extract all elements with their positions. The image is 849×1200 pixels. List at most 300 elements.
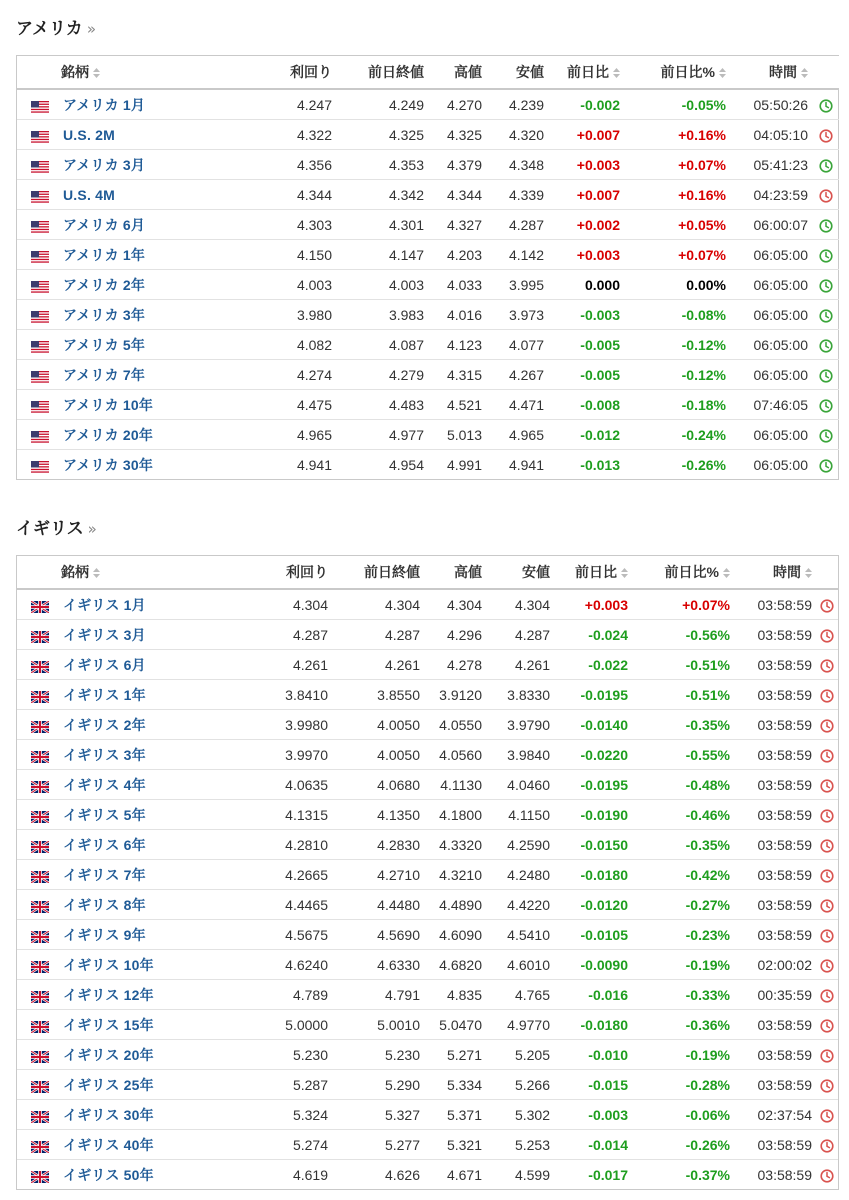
instrument-cell xyxy=(17,740,254,770)
instrument-link[interactable]: イギリス 30年 xyxy=(63,1106,154,1123)
change-cell: -0.002 xyxy=(580,96,620,113)
status-cell xyxy=(816,1160,838,1190)
instrument-cell xyxy=(17,1130,254,1160)
instrument-link[interactable]: アメリカ 3年 xyxy=(63,306,146,323)
section-title-text: アメリカ xyxy=(16,19,83,39)
instrument-cell xyxy=(17,1070,254,1100)
column-label: 前日比 xyxy=(575,564,617,580)
table-row[interactable] xyxy=(17,300,839,330)
table-row[interactable] xyxy=(17,390,839,420)
prev-close-cell: 4.249 xyxy=(388,96,424,113)
yield-cell: 5.274 xyxy=(254,1130,332,1160)
table-row[interactable] xyxy=(17,150,839,180)
change-pct-cell: -0.18% xyxy=(624,390,730,420)
table-row[interactable] xyxy=(17,450,839,480)
market-closed-clock-icon xyxy=(820,899,834,913)
instrument-link[interactable]: イギリス 50年 xyxy=(63,1166,154,1183)
instrument-cell xyxy=(17,710,254,740)
change-pct-cell: -0.35% xyxy=(632,710,734,740)
status-cell xyxy=(816,980,838,1010)
column-label: 安値 xyxy=(522,564,550,580)
instrument-link[interactable]: イギリス 9年 xyxy=(63,926,146,943)
low-cell: 4.9770 xyxy=(486,1010,554,1040)
instrument-cell xyxy=(17,390,254,420)
table-row[interactable] xyxy=(17,920,838,950)
change-cell: -0.0150 xyxy=(554,830,632,860)
prev-close-cell: 4.261 xyxy=(332,650,424,680)
table-row[interactable] xyxy=(17,589,838,620)
table-row[interactable] xyxy=(17,360,839,390)
market-closed-clock-icon xyxy=(820,1019,834,1033)
high-cell: 4.278 xyxy=(424,650,486,680)
low-cell: 5.302 xyxy=(486,1100,554,1130)
uk-flag-icon xyxy=(31,900,49,912)
change-cell: -0.022 xyxy=(554,650,632,680)
us-flag-icon xyxy=(31,190,49,202)
col-prev-close-header[interactable] xyxy=(336,56,428,89)
column-label: 時間 xyxy=(769,64,797,80)
uk-flag-icon xyxy=(31,690,49,702)
change-cell: -0.0220 xyxy=(554,740,632,770)
market-open-clock-icon xyxy=(819,249,833,263)
instrument-link[interactable]: イギリス 6月 xyxy=(63,656,146,673)
sort-icon[interactable] xyxy=(801,68,808,78)
change-cell: -0.003 xyxy=(554,1100,632,1130)
change-cell: -0.0120 xyxy=(554,890,632,920)
status-cell xyxy=(816,1040,838,1070)
high-cell: 4.325 xyxy=(428,120,486,150)
yield-cell: 4.261 xyxy=(254,650,332,680)
instrument-link[interactable]: イギリス 1年 xyxy=(63,686,146,703)
status-cell xyxy=(812,89,839,120)
high-cell: 4.4890 xyxy=(424,890,486,920)
us-flag-icon xyxy=(31,280,49,292)
time-cell: 06:05:00 xyxy=(730,270,812,300)
us-flag-icon xyxy=(31,310,49,322)
table-row[interactable] xyxy=(17,1100,838,1130)
col-high-header[interactable] xyxy=(424,556,486,589)
table-row[interactable] xyxy=(17,270,839,300)
change-pct-cell: -0.51% xyxy=(632,650,734,680)
table-row[interactable] xyxy=(17,180,839,210)
yield-cell: 4.0635 xyxy=(254,770,332,800)
instrument-link[interactable]: アメリカ 1年 xyxy=(63,246,146,263)
instrument-link[interactable]: U.S. 2M xyxy=(63,126,115,143)
prev-close-cell: 4.279 xyxy=(336,360,428,390)
table-row[interactable] xyxy=(17,420,839,450)
yield-cell: 4.304 xyxy=(292,596,328,613)
us-flag-icon xyxy=(31,160,49,172)
high-cell: 4.123 xyxy=(428,330,486,360)
low-cell: 4.599 xyxy=(486,1160,554,1190)
status-cell xyxy=(816,770,838,800)
sort-icon[interactable] xyxy=(723,568,730,578)
table-row[interactable] xyxy=(17,980,838,1010)
section-title-usa[interactable] xyxy=(16,14,96,39)
change-cell: -0.003 xyxy=(548,300,624,330)
instrument-cell xyxy=(17,330,254,360)
status-cell xyxy=(816,1070,838,1100)
low-cell: 4.965 xyxy=(486,420,548,450)
yield-cell: 3.980 xyxy=(254,300,336,330)
market-closed-clock-icon xyxy=(820,1109,834,1123)
change-cell: -0.0140 xyxy=(554,710,632,740)
instrument-link[interactable]: アメリカ 30年 xyxy=(63,456,154,473)
prev-close-cell: 4.301 xyxy=(336,210,428,240)
change-cell: +0.007 xyxy=(548,180,624,210)
high-cell: 5.013 xyxy=(428,420,486,450)
high-cell: 4.1800 xyxy=(424,800,486,830)
change-cell: -0.0195 xyxy=(554,680,632,710)
section-title-uk[interactable] xyxy=(16,514,97,539)
table-row[interactable] xyxy=(17,740,838,770)
market-closed-clock-icon xyxy=(820,959,834,973)
change-pct-cell: +0.07% xyxy=(682,596,730,613)
time-cell: 06:05:00 xyxy=(730,300,812,330)
market-closed-clock-icon xyxy=(820,779,834,793)
time-cell: 06:05:00 xyxy=(730,450,812,480)
instrument-link[interactable]: イギリス 20年 xyxy=(63,1046,154,1063)
instrument-cell xyxy=(17,210,254,240)
high-cell: 4.671 xyxy=(424,1160,486,1190)
uk-flag-icon xyxy=(31,960,49,972)
change-pct-cell: -0.19% xyxy=(632,1040,734,1070)
change-pct-cell: -0.56% xyxy=(632,620,734,650)
sort-icon[interactable] xyxy=(93,68,100,78)
instrument-link[interactable]: イギリス 1月 xyxy=(63,596,146,613)
instrument-link[interactable]: アメリカ 3月 xyxy=(63,156,146,173)
change-cell: +0.003 xyxy=(548,150,624,180)
col-change-pct-header[interactable] xyxy=(632,556,734,589)
table-row[interactable] xyxy=(17,710,838,740)
change-cell: -0.0195 xyxy=(554,770,632,800)
market-open-clock-icon xyxy=(819,339,833,353)
col-name-header[interactable] xyxy=(17,556,254,589)
prev-close-cell: 3.8550 xyxy=(332,680,424,710)
time-cell: 03:58:59 xyxy=(734,680,816,710)
status-cell xyxy=(812,270,839,300)
instrument-link[interactable]: アメリカ 7年 xyxy=(63,366,146,383)
low-cell: 4.0460 xyxy=(486,770,554,800)
instrument-link[interactable]: アメリカ 6月 xyxy=(63,216,146,233)
change-pct-cell: -0.42% xyxy=(632,860,734,890)
col-high-header[interactable] xyxy=(428,56,486,89)
change-pct-cell: +0.16% xyxy=(624,180,730,210)
table-header xyxy=(17,56,839,89)
instrument-cell xyxy=(17,770,254,800)
instrument-link[interactable]: イギリス 10年 xyxy=(63,956,154,973)
prev-close-cell: 4.954 xyxy=(336,450,428,480)
change-cell: -0.015 xyxy=(554,1070,632,1100)
change-pct-cell: -0.26% xyxy=(632,1130,734,1160)
column-label: 時間 xyxy=(773,564,801,580)
time-cell: 03:58:59 xyxy=(734,1010,816,1040)
table-row[interactable] xyxy=(17,890,838,920)
sort-icon[interactable] xyxy=(719,68,726,78)
change-cell: -0.005 xyxy=(548,360,624,390)
us-flag-icon xyxy=(31,100,49,112)
market-open-clock-icon xyxy=(819,429,833,443)
table-row[interactable] xyxy=(17,680,838,710)
status-cell xyxy=(812,150,839,180)
status-cell xyxy=(816,830,838,860)
high-cell: 4.270 xyxy=(446,96,482,113)
table-row[interactable] xyxy=(17,120,839,150)
uk-flag-icon xyxy=(31,1140,49,1152)
column-label: 前日比 xyxy=(567,64,609,80)
more-link[interactable]: » xyxy=(86,20,96,38)
instrument-cell xyxy=(17,450,254,480)
prev-close-cell: 4.6330 xyxy=(332,950,424,980)
instrument-cell xyxy=(17,920,254,950)
column-label: 利回り xyxy=(286,564,328,580)
table-row[interactable] xyxy=(17,650,838,680)
table-row[interactable] xyxy=(17,330,839,360)
market-closed-clock-icon xyxy=(819,189,833,203)
instrument-link[interactable]: アメリカ 5年 xyxy=(63,336,146,353)
uk-flag-icon xyxy=(31,1170,49,1182)
instrument-cell xyxy=(17,120,254,150)
time-cell: 03:58:59 xyxy=(734,620,816,650)
status-cell xyxy=(812,210,839,240)
instrument-link[interactable]: アメリカ 2年 xyxy=(63,276,146,293)
instrument-cell xyxy=(17,150,254,180)
status-cell xyxy=(816,800,838,830)
time-cell: 03:58:59 xyxy=(734,770,816,800)
col-low-header[interactable] xyxy=(486,56,548,89)
instrument-link[interactable]: U.S. 4M xyxy=(63,186,115,203)
column-label: 前日比% xyxy=(664,564,719,580)
table-row[interactable] xyxy=(17,860,838,890)
change-pct-cell: -0.27% xyxy=(632,890,734,920)
status-cell xyxy=(816,890,838,920)
time-cell: 00:35:59 xyxy=(734,980,816,1010)
change-pct-cell: -0.37% xyxy=(632,1160,734,1190)
col-change-pct-header[interactable] xyxy=(624,56,730,89)
time-cell: 04:05:10 xyxy=(730,120,812,150)
low-cell: 4.077 xyxy=(486,330,548,360)
low-cell: 4.142 xyxy=(486,240,548,270)
low-cell: 4.1150 xyxy=(486,800,554,830)
column-label: 銘柄 xyxy=(61,64,89,80)
market-closed-clock-icon xyxy=(820,809,834,823)
change-pct-cell: -0.46% xyxy=(632,800,734,830)
change-pct-cell: +0.05% xyxy=(624,210,730,240)
col-name-header[interactable] xyxy=(17,56,254,89)
market-closed-clock-icon xyxy=(820,719,834,733)
uk-flag-icon xyxy=(31,720,49,732)
time-cell: 03:58:59 xyxy=(757,596,812,613)
high-cell: 4.327 xyxy=(428,210,486,240)
instrument-link[interactable]: イギリス 12年 xyxy=(63,986,154,1003)
instrument-link[interactable]: イギリス 15年 xyxy=(63,1016,154,1033)
status-cell xyxy=(816,740,838,770)
market-closed-clock-icon xyxy=(820,989,834,1003)
sort-icon[interactable] xyxy=(805,568,812,578)
low-cell: 3.8330 xyxy=(486,680,554,710)
instrument-cell xyxy=(17,860,254,890)
instrument-link[interactable]: イギリス 5年 xyxy=(63,806,146,823)
col-change-header[interactable] xyxy=(554,556,632,589)
high-cell: 4.304 xyxy=(446,596,482,613)
low-cell: 5.266 xyxy=(486,1070,554,1100)
yield-cell: 4.4465 xyxy=(254,890,332,920)
change-cell: -0.016 xyxy=(554,980,632,1010)
instrument-cell xyxy=(17,360,254,390)
status-cell xyxy=(812,330,839,360)
high-cell: 5.334 xyxy=(424,1070,486,1100)
change-cell: 0.000 xyxy=(548,270,624,300)
sort-icon[interactable] xyxy=(621,568,628,578)
prev-close-cell: 4.1350 xyxy=(332,800,424,830)
table-row[interactable] xyxy=(17,1160,838,1190)
high-cell: 5.271 xyxy=(424,1040,486,1070)
table-row[interactable] xyxy=(17,1070,838,1100)
yield-cell: 4.322 xyxy=(254,120,336,150)
uk-flag-icon xyxy=(31,870,49,882)
time-cell: 03:58:59 xyxy=(734,1040,816,1070)
market-open-clock-icon xyxy=(819,309,833,323)
uk-flag-icon xyxy=(31,990,49,1002)
low-cell: 4.471 xyxy=(486,390,548,420)
table-row[interactable] xyxy=(17,1010,838,1040)
market-closed-clock-icon xyxy=(820,749,834,763)
yield-cell: 4.247 xyxy=(296,96,332,113)
low-cell: 4.287 xyxy=(486,620,554,650)
market-open-clock-icon xyxy=(819,99,833,113)
sort-icon[interactable] xyxy=(93,568,100,578)
high-cell: 4.344 xyxy=(428,180,486,210)
instrument-link[interactable]: イギリス 40年 xyxy=(63,1136,154,1153)
table-row[interactable] xyxy=(17,800,838,830)
market-closed-clock-icon xyxy=(820,1049,834,1063)
status-cell xyxy=(816,860,838,890)
instrument-cell xyxy=(17,300,254,330)
prev-close-cell: 4.353 xyxy=(336,150,428,180)
low-cell: 3.9840 xyxy=(486,740,554,770)
table-row[interactable] xyxy=(17,950,838,980)
table-row[interactable] xyxy=(17,620,838,650)
low-cell: 4.287 xyxy=(486,210,548,240)
instrument-cell xyxy=(17,1010,254,1040)
yield-cell: 3.9980 xyxy=(254,710,332,740)
col-change-header[interactable] xyxy=(548,56,624,89)
instrument-link[interactable]: イギリス 6年 xyxy=(63,836,146,853)
col-yield-header[interactable] xyxy=(254,56,336,89)
instrument-cell xyxy=(17,420,254,450)
instrument-link[interactable]: イギリス 8年 xyxy=(63,896,146,913)
prev-close-cell: 4.147 xyxy=(336,240,428,270)
status-cell xyxy=(812,120,839,150)
col-prev-close-header[interactable] xyxy=(332,556,424,589)
sort-icon[interactable] xyxy=(613,68,620,78)
change-cell: -0.013 xyxy=(548,450,624,480)
time-cell: 05:50:26 xyxy=(753,96,808,113)
high-cell: 4.1130 xyxy=(424,770,486,800)
yield-cell: 4.6240 xyxy=(254,950,332,980)
change-cell: +0.007 xyxy=(548,120,624,150)
instrument-link[interactable]: アメリカ 1月 xyxy=(63,96,146,113)
prev-close-cell: 4.483 xyxy=(336,390,428,420)
column-label: 高値 xyxy=(454,64,482,80)
change-cell: -0.0180 xyxy=(554,1010,632,1040)
high-cell: 4.379 xyxy=(428,150,486,180)
yield-cell: 4.303 xyxy=(254,210,336,240)
change-cell: -0.012 xyxy=(548,420,624,450)
instrument-link[interactable]: アメリカ 10年 xyxy=(63,396,154,413)
us-flag-icon xyxy=(31,400,49,412)
instrument-cell xyxy=(17,89,254,120)
table-row[interactable] xyxy=(17,240,839,270)
instrument-link[interactable]: イギリス 4年 xyxy=(63,776,146,793)
instrument-link[interactable]: イギリス 7年 xyxy=(63,866,146,883)
yield-cell: 4.356 xyxy=(254,150,336,180)
table-row[interactable] xyxy=(17,770,838,800)
change-pct-cell: -0.36% xyxy=(632,1010,734,1040)
col-low-header[interactable] xyxy=(486,556,554,589)
instrument-link[interactable]: イギリス 25年 xyxy=(63,1076,154,1093)
status-cell xyxy=(812,390,839,420)
col-time-header[interactable] xyxy=(730,56,812,89)
instrument-cell xyxy=(17,270,254,300)
instrument-link[interactable]: イギリス 2年 xyxy=(63,716,146,733)
time-cell: 03:58:59 xyxy=(734,830,816,860)
instrument-link[interactable]: イギリス 3月 xyxy=(63,626,146,643)
instrument-link[interactable]: イギリス 3年 xyxy=(63,746,146,763)
table-row[interactable] xyxy=(17,1130,838,1160)
col-time-header[interactable] xyxy=(734,556,816,589)
change-cell: -0.0105 xyxy=(554,920,632,950)
low-cell: 4.304 xyxy=(514,596,550,613)
change-pct-cell: -0.23% xyxy=(632,920,734,950)
prev-close-cell: 4.342 xyxy=(336,180,428,210)
table-row[interactable] xyxy=(17,89,839,120)
market-closed-clock-icon xyxy=(820,839,834,853)
yield-cell: 4.2810 xyxy=(254,830,332,860)
market-closed-clock-icon xyxy=(820,929,834,943)
time-cell: 03:58:59 xyxy=(734,890,816,920)
status-cell xyxy=(812,300,839,330)
section-title-text: イギリス xyxy=(16,519,84,539)
more-link[interactable]: » xyxy=(87,520,97,538)
yield-cell: 4.475 xyxy=(254,390,336,420)
instrument-cell xyxy=(17,589,254,620)
prev-close-cell: 4.626 xyxy=(332,1160,424,1190)
table-row[interactable] xyxy=(17,830,838,860)
low-cell: 4.941 xyxy=(486,450,548,480)
instrument-cell xyxy=(17,1040,254,1070)
prev-close-cell: 5.327 xyxy=(332,1100,424,1130)
high-cell: 4.3320 xyxy=(424,830,486,860)
prev-close-cell: 4.0680 xyxy=(332,770,424,800)
status-cell xyxy=(816,950,838,980)
instrument-cell xyxy=(17,1100,254,1130)
col-yield-header[interactable] xyxy=(254,556,332,589)
table-row[interactable] xyxy=(17,1040,838,1070)
change-cell: -0.024 xyxy=(554,620,632,650)
table-row[interactable] xyxy=(17,210,839,240)
market-open-clock-icon xyxy=(819,369,833,383)
instrument-link[interactable]: アメリカ 20年 xyxy=(63,426,154,443)
uk-flag-icon xyxy=(31,930,49,942)
change-pct-cell: 0.00% xyxy=(624,270,730,300)
change-pct-cell: +0.07% xyxy=(624,150,730,180)
status-cell xyxy=(816,650,838,680)
yield-cell: 3.9970 xyxy=(254,740,332,770)
low-cell: 4.4220 xyxy=(486,890,554,920)
high-cell: 4.033 xyxy=(428,270,486,300)
prev-close-cell: 4.977 xyxy=(336,420,428,450)
